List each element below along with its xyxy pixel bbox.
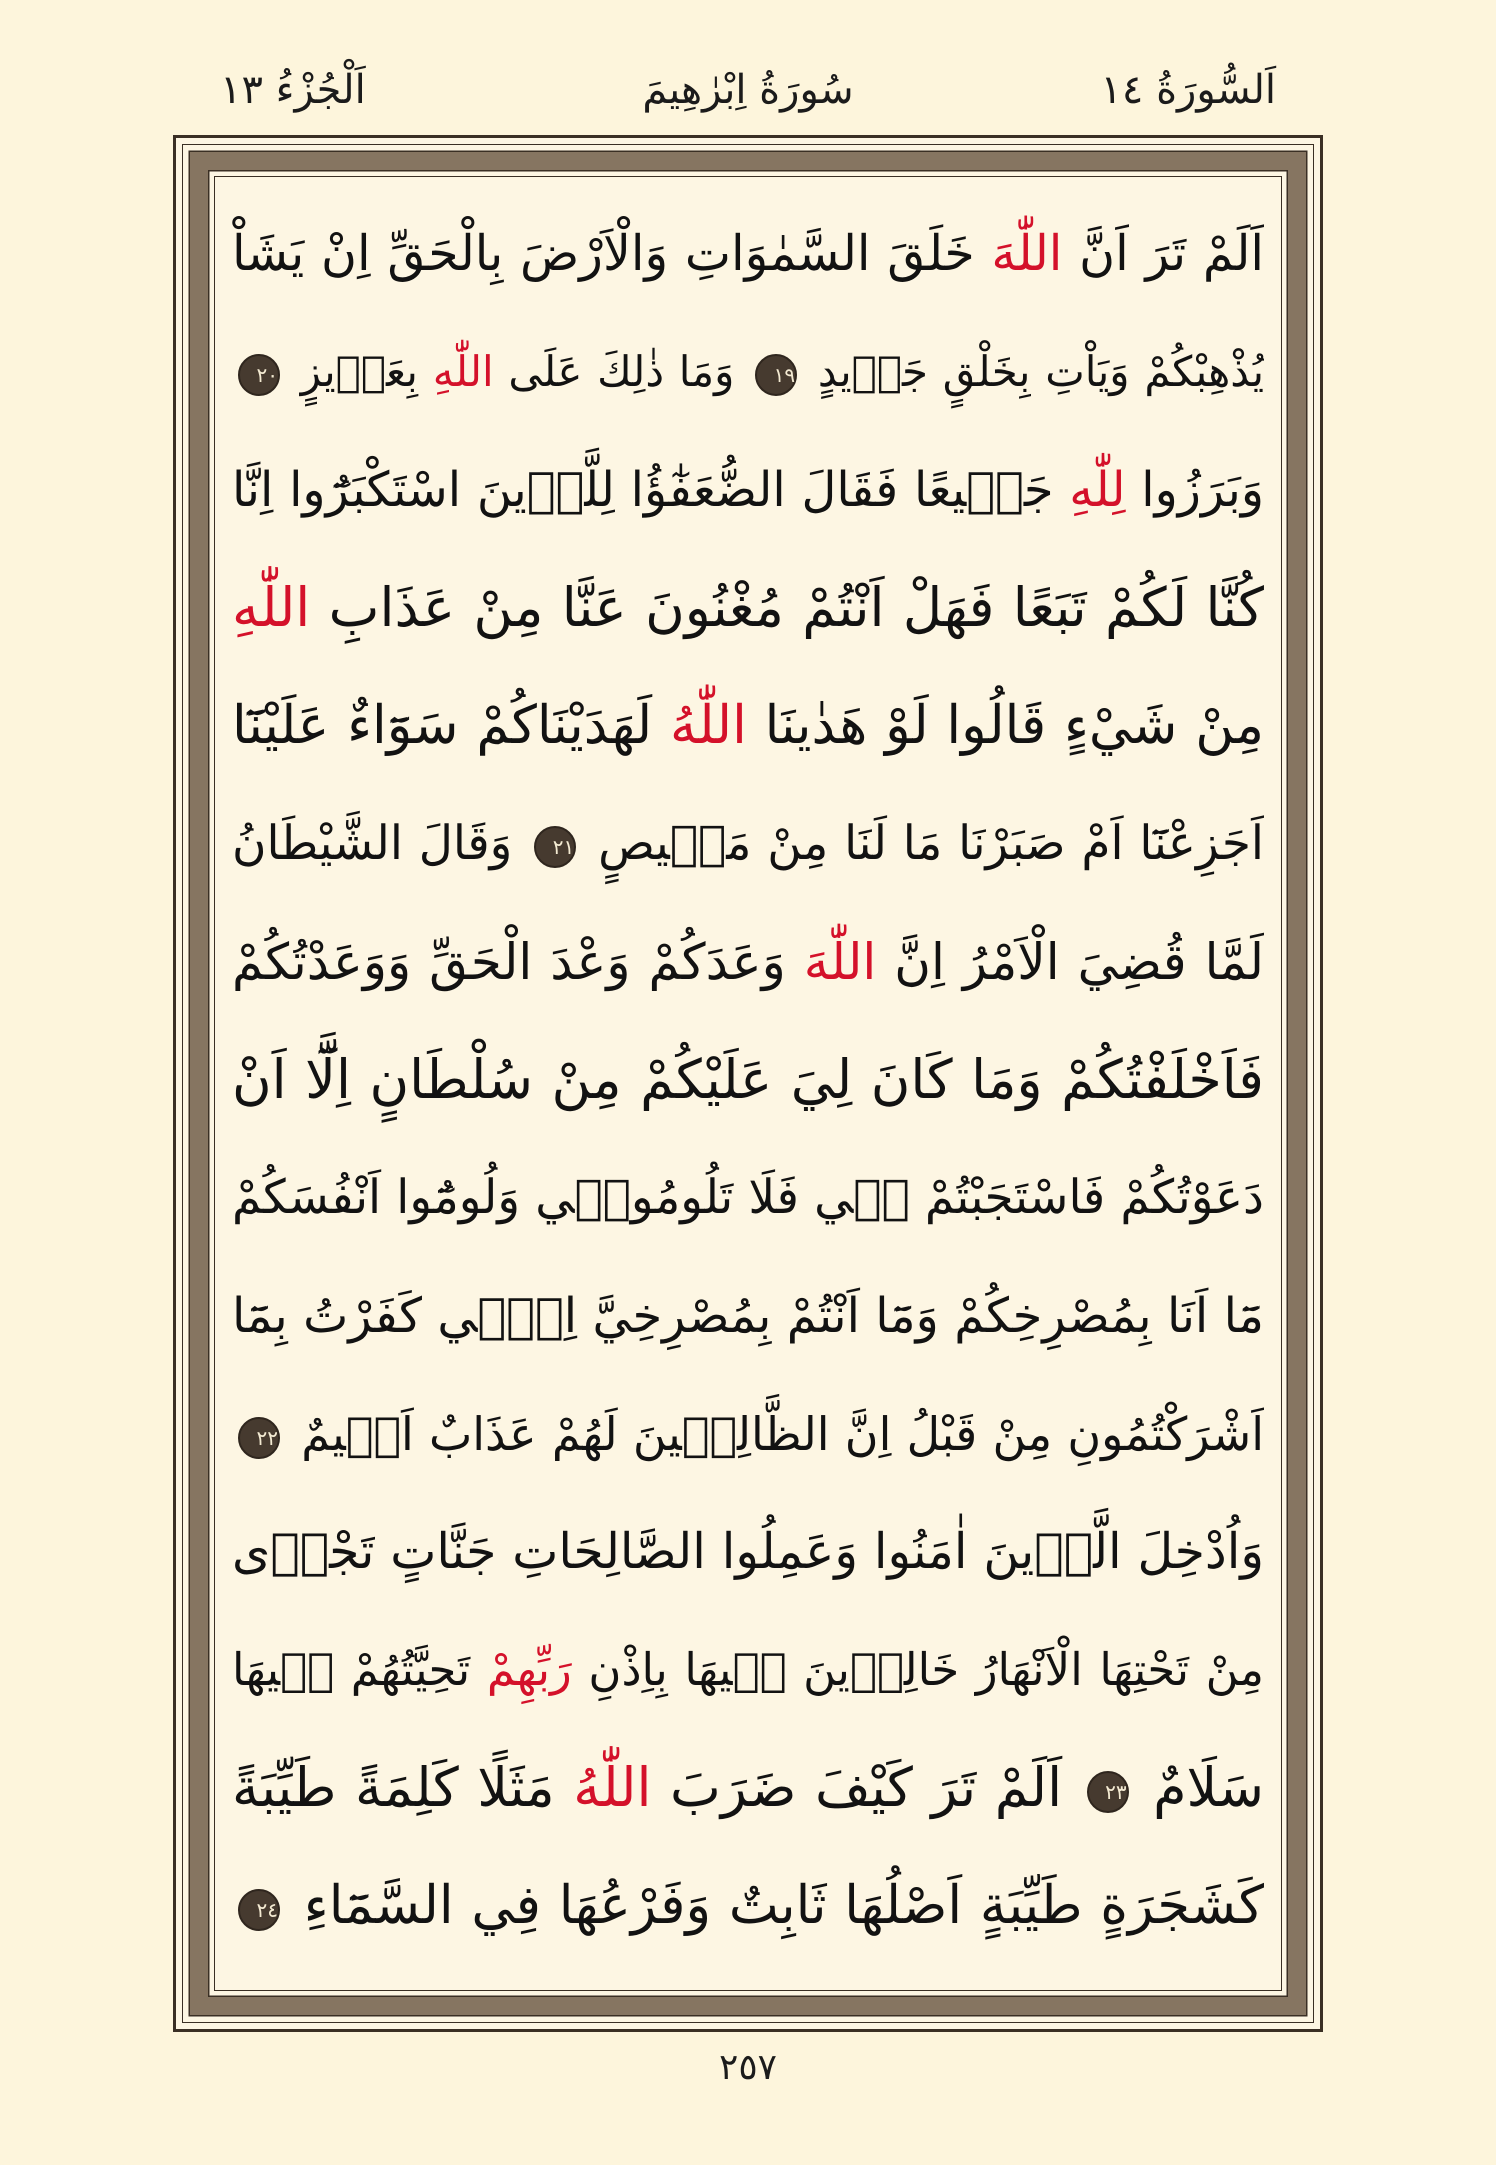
divine-name-text: اللّٰهُ <box>669 695 747 756</box>
divine-name-text: لِلّٰهِ <box>1069 462 1126 518</box>
page-number: ٢٥٧ <box>718 2047 777 2088</box>
verse-text: تَحِيَّتُهُمْ فٖيهَا <box>232 1643 471 1696</box>
verse-text: اَجَزِعْنَٓا اَمْ صَبَرْنَا مَا لَنَا مِنْ مَحٖيصٍ <box>598 816 1264 871</box>
verse-text: فَاَخْلَفْتُكُمْ وَمَا كَانَ لِيَ عَلَيْكُمْ مِنْ سُلْطَانٍ اِلَّٓا اَنْ <box>232 1048 1264 1111</box>
divine-name-text: اللّٰهُ <box>573 1756 652 1819</box>
verse-line <box>232 903 1264 1021</box>
verse-text: سَلَامٌ <box>1153 1756 1264 1819</box>
verse-text: وَقَالَ الشَّيْطَانُ <box>232 816 513 871</box>
surah-number-label: اَلسُّورَةُ ١٤ <box>1100 67 1276 113</box>
ayah-number-marker: ٢٤ <box>238 1889 280 1931</box>
page-header <box>175 60 1321 130</box>
verse-line <box>232 1021 1264 1139</box>
verse-text: كُنَّا لَكُمْ تَبَعًا فَهَلْ اَنْتُمْ مُغْنُونَ عَنَّا مِنْ عَذَابِ <box>310 576 1264 639</box>
ayah-number-marker: ٢٢ <box>238 1417 280 1459</box>
verse-text: اَشْرَكْتُمُونِ مِنْ قَبْلُ اِنَّ الظَّالِمٖينَ لَهُمْ عَذَابٌ اَلٖيمٌ <box>301 1407 1264 1461</box>
verse-line <box>232 1375 1264 1493</box>
verse-text: اَلَمْ تَرَ كَيْفَ ضَرَبَ <box>651 1756 1063 1819</box>
divine-name-text: رَبِّهِمْ <box>486 1643 572 1696</box>
ayah-number-marker: ١٩ <box>755 354 797 396</box>
verse-text: جَمٖيعًا فَقَالَ الضُّعَفٰٓؤُا لِلَّذٖينَ اسْتَكْبَرُٓوا اِنَّا <box>232 462 1054 518</box>
divine-name-text: اللّٰهَ <box>991 225 1063 282</box>
verse-text: وَاُدْخِلَ الَّذٖينَ اٰمَنُوا وَعَمِلُوا الصَّالِحَاتِ جَنَّاتٍ تَجْرٖى <box>232 1523 1264 1580</box>
verse-text: يُذْهِبْكُمْ وَيَاْتِ بِخَلْقٍ جَدٖيدٍ <box>817 347 1264 396</box>
verse-line <box>232 1493 1264 1611</box>
verse-text: لَمَّا قُضِيَ الْاَمْرُ اِنَّ <box>876 933 1264 991</box>
verse-text: لَهَدَيْنَاكُمْ سَوَٓاءٌ عَلَيْنَٓا <box>232 695 653 756</box>
divine-name-text: اللّٰهِ <box>232 576 311 639</box>
verse-text: مِنْ تَحْتِهَا الْاَنْهَارُ خَالِدٖينَ فٖيهَا بِاِذْنِ <box>571 1643 1264 1696</box>
verse-text: دَعَوْتُكُمْ فَاسْتَجَبْتُمْ لٖي فَلَا تَلُومُونٖي وَلُومُٓوا اَنْفُسَكُمْ <box>232 1170 1264 1225</box>
surah-title: سُورَةُ اِبْرٰهِيمَ <box>642 67 854 113</box>
verse-line <box>232 1847 1264 1965</box>
verse-line <box>232 667 1264 785</box>
verse-text: مِنْ شَيْءٍ قَالُوا لَوْ هَدٰينَا <box>746 695 1264 756</box>
verse-text: اَلَمْ تَرَ اَنَّ <box>1062 225 1264 282</box>
verse-line <box>232 549 1264 667</box>
divine-name-text: اللّٰهَ <box>803 933 877 991</box>
verse-line <box>232 1139 1264 1257</box>
ayah-number-marker: ٢٣ <box>1087 1771 1129 1813</box>
juz-label: اَلْجُزْءُ ١٣ <box>220 67 366 113</box>
verse-text: بِعَزٖيزٍ <box>300 347 418 396</box>
verse-line <box>232 1257 1264 1375</box>
verse-line <box>232 313 1264 431</box>
verse-text: وَعَدَكُمْ وَعْدَ الْحَقِّ وَوَعَدْتُكُمْ <box>232 933 786 991</box>
verse-text: مَٓا اَنَا بِمُصْرِخِكُمْ وَمَٓا اَنْتُمْ بِمُصْرِخِيَّ اِنّٖي كَفَرْتُ بِمَٓا <box>232 1288 1264 1344</box>
quran-text-block <box>232 195 1264 1975</box>
ayah-number-marker: ٢١ <box>534 826 576 868</box>
verse-line <box>232 1729 1264 1847</box>
divine-name-text: اللّٰهِ <box>432 347 494 396</box>
verse-line <box>232 1611 1264 1729</box>
verse-text: كَشَجَرَةٍ طَيِّبَةٍ اَصْلُهَا ثَابِتٌ وَفَرْعُهَا فِي السَّمَٓاءِ <box>303 1875 1264 1936</box>
verse-text: خَلَقَ السَّمٰوَاتِ وَالْاَرْضَ بِالْحَقِّ اِنْ يَشَاْ <box>232 225 975 282</box>
verse-text: مَثَلًا كَلِمَةً طَيِّبَةً <box>232 1756 555 1819</box>
verse-line <box>232 431 1264 549</box>
verse-line <box>232 195 1264 313</box>
verse-text: وَبَرَزُوا <box>1125 462 1264 518</box>
verse-text: وَمَا ذٰلِكَ عَلَى <box>493 347 735 396</box>
ayah-number-marker: ٢٠ <box>238 354 280 396</box>
verse-line <box>232 785 1264 903</box>
